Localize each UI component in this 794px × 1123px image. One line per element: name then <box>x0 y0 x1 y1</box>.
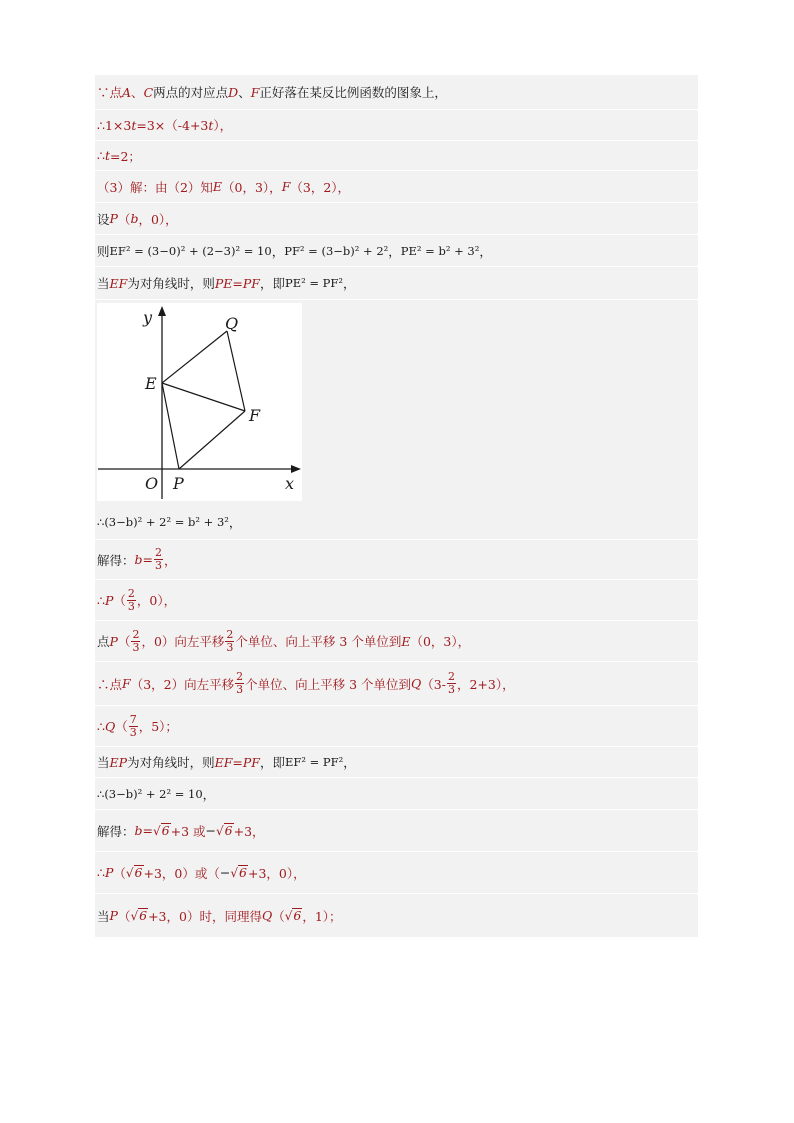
denominator: 3 <box>447 683 455 696</box>
denominator: 3 <box>132 640 140 654</box>
var-q: Q <box>104 718 116 734</box>
var-ep: EP <box>109 754 128 770</box>
text: （ <box>272 908 285 924</box>
numerator: 2 <box>132 627 140 641</box>
text: ∵点 <box>97 85 123 100</box>
text: ，0）， <box>138 211 178 227</box>
line-16 <box>95 810 698 852</box>
denominator: 3 <box>129 725 137 739</box>
text: 点 <box>97 634 110 649</box>
var-b: b <box>134 552 143 567</box>
text: 设 <box>97 211 110 227</box>
var-b: b <box>134 823 143 838</box>
text: ， <box>388 243 401 259</box>
label-o: O <box>145 474 159 493</box>
text: 当 <box>97 755 110 770</box>
text: （0，3）， <box>222 179 282 195</box>
fraction <box>127 588 136 612</box>
fraction <box>225 629 234 653</box>
text: 为对角线时，则 <box>127 276 215 291</box>
line-7 <box>95 267 698 300</box>
text: （ <box>117 211 131 227</box>
denominator: 3 <box>236 683 244 696</box>
text: 解得： <box>97 823 135 839</box>
denominator: 3 <box>226 640 234 654</box>
text: ， <box>202 786 216 802</box>
var-ef: EF <box>109 275 128 291</box>
var-e: E <box>212 179 223 194</box>
numerator: 2 <box>447 670 455 684</box>
line-1 <box>95 75 698 110</box>
var-c: C <box>143 84 154 100</box>
text: 当 <box>97 276 110 291</box>
line-13 <box>95 706 698 747</box>
segment-eq <box>162 331 227 383</box>
square-root: √ 6 <box>130 908 148 924</box>
var-q: Q <box>261 908 273 923</box>
fraction <box>154 547 163 571</box>
radicand: 6 <box>224 823 233 839</box>
text: 正好落在某反比例函数的图象上， <box>259 85 447 100</box>
text: ，5）； <box>138 719 178 734</box>
text: = <box>142 823 154 838</box>
text: ∴ <box>97 592 105 608</box>
label-e: E <box>145 374 157 393</box>
text: 个单位、向上平移 3 个单位到 <box>245 676 412 692</box>
var-b: b <box>130 211 139 226</box>
text: 、 <box>131 85 144 100</box>
line-6 <box>95 235 698 267</box>
numerator: 2 <box>236 670 244 684</box>
text: 解得： <box>97 552 135 568</box>
geometry-figure <box>97 303 302 501</box>
equation: PE² = PF² <box>284 276 343 290</box>
radicand: 6 <box>139 908 148 924</box>
text: 则 <box>97 243 110 259</box>
var-p: P <box>109 908 118 923</box>
numerator: 2 <box>226 627 234 641</box>
text: ，即 <box>259 755 285 770</box>
text: ∴1×3 <box>97 117 132 133</box>
y-axis-arrow <box>158 306 166 316</box>
text: +3，0）时，同理得 <box>148 908 262 924</box>
text: ∴ <box>97 148 105 163</box>
label-q: Q <box>225 314 239 333</box>
line-14 <box>95 747 698 778</box>
text: 个单位、向上平移 3 个单位到 <box>235 634 402 649</box>
text: （3，2）， <box>290 179 351 195</box>
text: （ <box>117 908 131 924</box>
var-p: P <box>104 592 114 608</box>
text: = <box>142 552 154 567</box>
square-root: √ 6 <box>284 908 302 924</box>
denominator: 3 <box>155 559 163 572</box>
var-p: P <box>109 211 118 226</box>
line-18 <box>95 894 698 938</box>
text: ∴ <box>97 718 105 734</box>
text: ，1）； <box>302 908 342 924</box>
numerator: 2 <box>127 586 135 600</box>
text: ）， <box>213 118 233 133</box>
text: （0，3）， <box>410 634 471 649</box>
text: ∴点 <box>97 676 123 692</box>
numerator: 7 <box>129 712 137 726</box>
equation: PF² = (3−b)² + 2² <box>284 243 389 258</box>
text: +3，0）， <box>247 865 306 881</box>
segment-pf <box>179 411 245 469</box>
segment-ef <box>162 383 245 411</box>
figure-container <box>95 300 698 505</box>
solution-content <box>95 75 698 938</box>
var-t: t <box>208 117 214 133</box>
radicand: 6 <box>134 865 143 881</box>
text: ，0）， <box>136 593 177 608</box>
var-p: P <box>109 633 118 649</box>
text: 为对角线时，则 <box>127 755 215 770</box>
text: +3， <box>233 823 265 839</box>
text: （ <box>117 634 131 649</box>
line-2 <box>95 110 698 141</box>
var-ef-pf: EF=PF <box>214 754 260 770</box>
x-axis-arrow <box>291 465 301 473</box>
equation: PE² = b² + 3² <box>400 243 480 258</box>
line-10 <box>95 580 698 621</box>
var-e: E <box>401 633 411 649</box>
text: +3 或 <box>170 823 206 839</box>
var-f: F <box>281 179 291 194</box>
text: ， <box>479 243 492 259</box>
line-11 <box>95 621 698 662</box>
var-f: F <box>250 84 260 100</box>
line-15 <box>95 778 698 810</box>
line-12 <box>95 662 698 706</box>
var-t: t <box>131 117 137 133</box>
text: ∴ <box>97 865 105 880</box>
label-x: x <box>285 474 295 493</box>
numerator: 2 <box>155 546 163 560</box>
text: （3，2）向左平移 <box>130 676 235 692</box>
radicand: 6 <box>239 865 247 881</box>
text: ， <box>343 755 356 770</box>
text: − <box>219 865 231 880</box>
line-3 <box>95 141 698 171</box>
var-f: F <box>122 676 131 691</box>
text: − <box>205 823 217 838</box>
fraction <box>129 714 138 738</box>
text: ，2+3）， <box>456 676 515 692</box>
var-p: P <box>104 865 114 880</box>
text: =3×（-4+3 <box>136 118 209 133</box>
line-4 <box>95 171 698 203</box>
radicand: 6 <box>161 823 170 839</box>
fraction <box>447 671 456 695</box>
line-17 <box>95 852 698 894</box>
var-q: Q <box>411 676 422 691</box>
text: ，0）向左平移 <box>141 634 225 649</box>
fraction <box>131 629 140 653</box>
denominator: 3 <box>127 599 135 613</box>
text: 两点的对应点 <box>153 85 229 100</box>
text: （ <box>115 719 128 734</box>
text: =2； <box>109 148 141 164</box>
equation: ∴(3−b)² + 2² = b² + 3² <box>97 515 229 529</box>
text: +3，0）或（ <box>143 865 220 881</box>
line-9 <box>95 540 698 580</box>
label-p: P <box>173 474 184 493</box>
square-root: √ 6 <box>230 865 247 881</box>
radicand: 6 <box>293 908 302 924</box>
square-root: √ 6 <box>125 865 143 881</box>
var-t: t <box>104 148 110 163</box>
label-y: y <box>143 308 153 327</box>
text: ， <box>164 552 177 568</box>
equation: ∴(3−b)² + 2² = 10 <box>97 786 203 801</box>
equation: EF² = (3−0)² + (2−3)² = 10 <box>109 243 272 258</box>
square-root: √ 6 <box>153 823 170 839</box>
segment-qf <box>227 331 245 411</box>
text: 当 <box>97 908 110 924</box>
text: （3- <box>421 676 446 692</box>
line-5 <box>95 203 698 235</box>
label-f: F <box>249 406 261 425</box>
var-d: D <box>228 84 239 100</box>
text: ， <box>228 515 242 530</box>
text: ，即 <box>259 276 285 291</box>
fraction <box>235 671 244 695</box>
text: ， <box>271 243 285 259</box>
text: （ <box>113 865 126 881</box>
text: （ <box>113 593 126 608</box>
text: ， <box>342 276 356 291</box>
square-root: √ 6 <box>216 823 233 839</box>
var-a: A <box>122 84 132 100</box>
equation: EF² = PF² <box>284 755 344 769</box>
line-8 <box>95 505 698 540</box>
text: （3）解：由（2）知 <box>97 179 213 195</box>
segment-ep <box>162 383 179 469</box>
var-pe-pf: PE=PF <box>214 275 260 291</box>
text: 、 <box>238 85 251 100</box>
